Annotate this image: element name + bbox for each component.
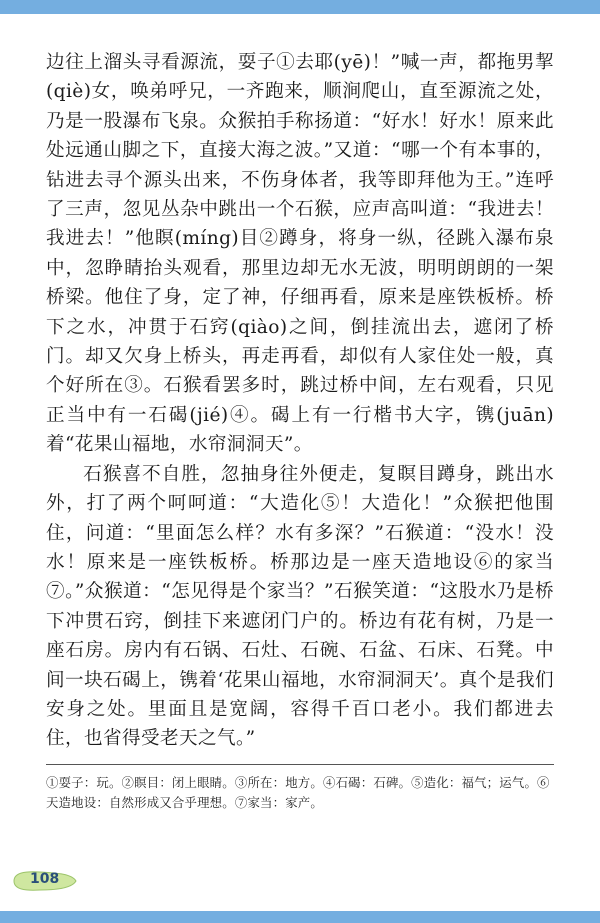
paragraph-2: 石猴喜不自胜，忽抽身往外便走，复瞑目蹲身，跳出水外，打了两个呵呵道：“大造化⑤！大造化！”众猴把他围住，问道：“里面怎么样？水有多深？”石猴道：“没水！没水！原来是一座铁板桥。桥那边是一座天造地设⑥的家当⑦。”众猴道：“怎见得是个家当？”石猴笑道：“这股水乃是桥下冲贯石窍，倒挂下来遮闭门户的。桥边有花有树，乃是一座石房。房内有石锅、石灶、石碗、石盆、石床、石凳。中间一块石碣上，镌着‘花果山福地，水帘洞洞天’。真个是我们安身之处。里面且是宽阔，容得千百口老小。我们都进去住，也省得受老天之气。”: [46, 463, 554, 750]
paragraph-1: 边往上溜头寻看源流，耍子①去耶(yē)！”喊一声，都拖男挈(qiè)女，唤弟呼兄，一齐跑来，顺涧爬山，直至源流之处，乃是一股瀑布飞泉。众猴拍手称扬道：“好水！好水！原来此处远通山脚之下，直接大海之波。”又道：“哪一个有本事的，钻进去寻个源头出来，不伤身体者，我等即拜他为王。”连呼了三声，忽见丛杂中跳出一个石猴，应声高叫道：“我进去！我进去！”他瞑(míng)目②蹲身，将身一纵，径跳入瀑布泉中，忽睁睛抬头观看，那里边却无水无波，明明朗朗的一架桥梁。他住了身，定了神，仔细再看，原来是座铁板桥。桥下之水，冲贯于石窍(qiào)之间，倒挂流出去，遮闭了桥门。却又欠身上桥头，再走再看，却似有人家住处一般，真个好所在③。石猴看罢多时，跳过桥中间，左右观看，只见正当中有一石碣(jié)④。碣上有一行楷书大字，镌(juān)着“花果山福地，水帘洞洞天”。: [46, 52, 554, 456]
page-content: [46, 48, 554, 813]
footnotes: ①耍子：玩。②瞑目：闭上眼睛。③所在：地方。④石碣：石碑。⑤造化：福气；运气。⑥天造地设：自然形成又合乎理想。⑦家当：家产。: [46, 774, 550, 810]
page-number: 108: [30, 871, 60, 887]
top-color-band: [0, 0, 600, 14]
footnote-divider: [46, 764, 554, 765]
bottom-color-band: [0, 911, 600, 923]
